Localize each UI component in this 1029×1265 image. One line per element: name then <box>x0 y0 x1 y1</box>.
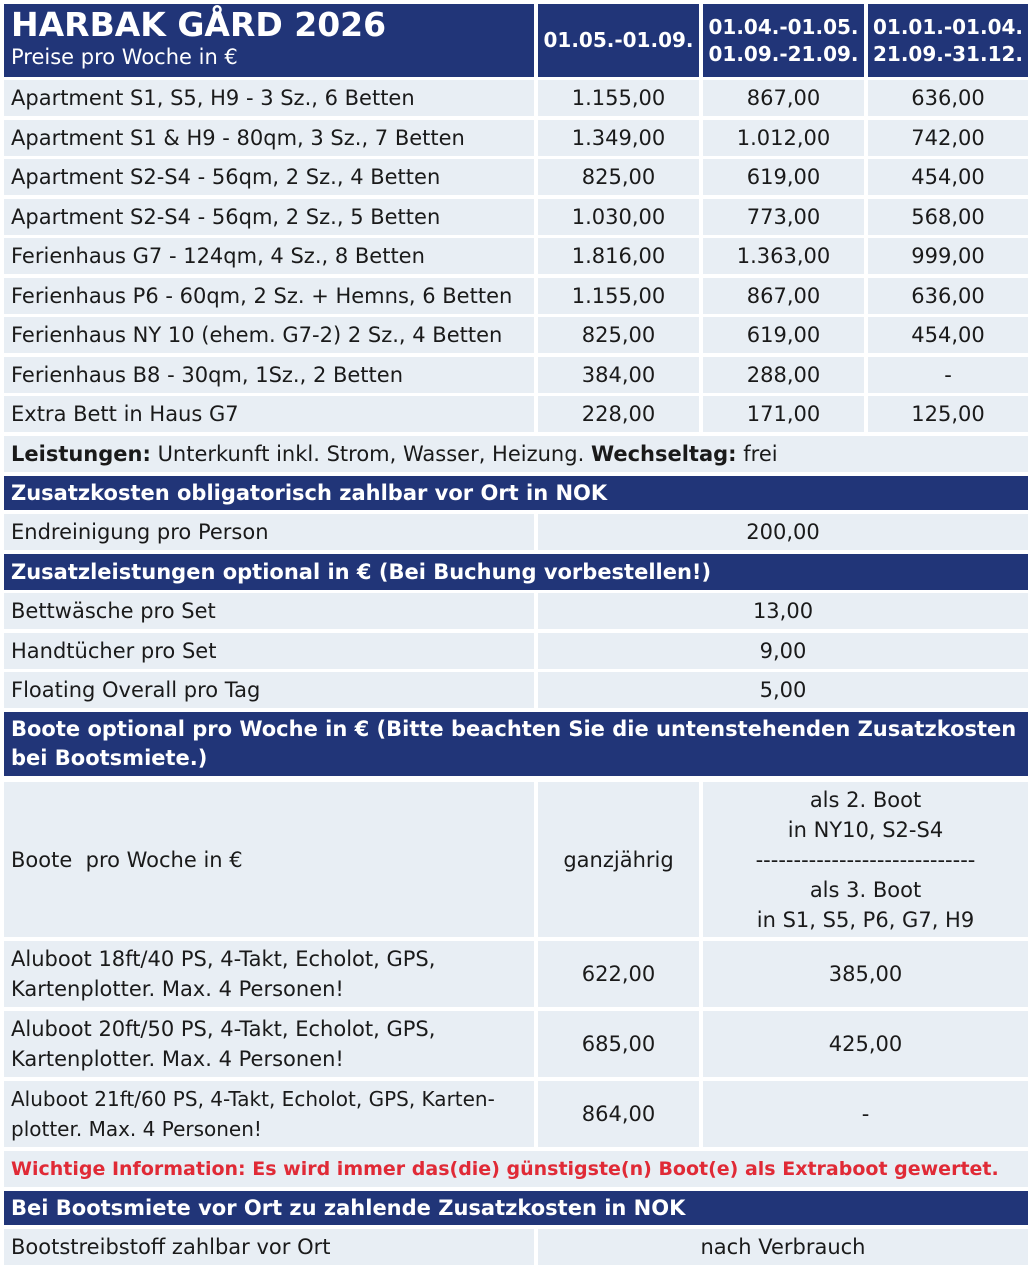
optional-item-name: Handtücher pro Set <box>4 633 534 669</box>
unit-price-1: 1.030,00 <box>538 199 699 235</box>
mandatory-item-price: 200,00 <box>538 514 1028 550</box>
boat-name-line2: plotter. Max. 4 Personen! <box>11 1117 262 1141</box>
boat-extra-price: 385,00 <box>703 941 1028 1007</box>
season-header-1 <box>538 4 699 77</box>
unit-name: Apartment S2-S4 - 56qm, 2 Sz., 4 Betten <box>4 159 534 195</box>
boat-price: 685,00 <box>538 1011 699 1077</box>
unit-price-1: 1.155,00 <box>538 80 699 116</box>
optional-item-price: 9,00 <box>538 633 1028 669</box>
mandatory-item-name: Endreinigung pro Person <box>4 514 534 550</box>
unit-price-1: 1.155,00 <box>538 278 699 314</box>
unit-name: Ferienhaus NY 10 (ehem. G7-2) 2 Sz., 4 Betten <box>4 317 534 353</box>
unit-price-2: 619,00 <box>703 159 864 195</box>
changeover-label: Wechseltag: <box>590 442 737 466</box>
optional-item-name: Bettwäsche pro Set <box>4 593 534 629</box>
boats-col-year: ganzjährig <box>538 782 699 937</box>
boat-name-line1: Aluboot 21ft/60 PS, 4-Takt, Echolot, GPS, Karten- <box>11 1087 495 1111</box>
warning-text: Wichtige Information: Es wird immer das(die) günstigste(n) Boot(e) als Extraboot gewertet. <box>4 1151 1028 1187</box>
boat-name-line1: Aluboot 20ft/50 PS, 4-Takt, Echolot, GPS, <box>11 1017 436 1041</box>
unit-price-2: 619,00 <box>703 317 864 353</box>
boats-heading: Boote optional pro Woche in € (Bitte beachten Sie die untenstehenden Zusatzkosten bei Bootsmiete.) <box>4 712 1028 776</box>
unit-price-3: 636,00 <box>868 278 1028 314</box>
unit-price-1: 1.349,00 <box>538 120 699 156</box>
boat-name-line2: Kartenplotter. Max. 4 Personen! <box>11 1047 344 1071</box>
boat-name <box>4 1011 534 1077</box>
season-2-line1: 01.04.-01.05. <box>708 14 859 39</box>
boat-extra-price: - <box>703 1081 1028 1147</box>
unit-price-3: 568,00 <box>868 199 1028 235</box>
extra-boat-2-units: in NY10, S2-S4 <box>787 817 944 842</box>
boat-name <box>4 941 534 1007</box>
unit-price-1: 384,00 <box>538 357 699 393</box>
boat-name-line1: Aluboot 18ft/40 PS, 4-Takt, Echolot, GPS, <box>11 947 436 971</box>
boat-costs-item-price: nach Verbrauch <box>538 1229 1028 1265</box>
optional-item-price: 13,00 <box>538 593 1028 629</box>
boat-costs-item-name: Bootstreibstoff zahlbar vor Ort <box>4 1229 534 1265</box>
unit-price-3: 125,00 <box>868 396 1028 432</box>
changeover-text: frei <box>736 442 778 466</box>
extra-boat-3-units: in S1, S5, P6, G7, H9 <box>756 907 975 932</box>
unit-price-3: 636,00 <box>868 80 1028 116</box>
unit-price-3: 454,00 <box>868 159 1028 195</box>
page-title: HARBAK GÅRD 2026 <box>11 5 387 44</box>
boats-col-label: Boote pro Woche in € <box>4 782 534 937</box>
unit-price-1: 825,00 <box>538 159 699 195</box>
services-text: Unterkunft inkl. Strom, Wasser, Heizung. <box>150 442 591 466</box>
unit-price-2: 867,00 <box>703 80 864 116</box>
unit-price-1: 825,00 <box>538 317 699 353</box>
mandatory-heading: Zusatzkosten obligatorisch zahlbar vor Ort in NOK <box>4 476 1028 510</box>
unit-price-3: 999,00 <box>868 238 1028 274</box>
unit-name: Apartment S2-S4 - 56qm, 2 Sz., 5 Betten <box>4 199 534 235</box>
unit-name: Ferienhaus P6 - 60qm, 2 Sz. + Hemns, 6 Betten <box>4 278 534 314</box>
unit-price-3: 454,00 <box>868 317 1028 353</box>
optional-heading: Zusatzleistungen optional in € (Bei Buchung vorbestellen!) <box>4 554 1028 590</box>
unit-price-1: 1.816,00 <box>538 238 699 274</box>
unit-name: Apartment S1, S5, H9 - 3 Sz., 6 Betten <box>4 80 534 116</box>
unit-price-3: - <box>868 357 1028 393</box>
extra-separator: ----------------------------- <box>755 847 976 872</box>
season-3-line2: 21.09.-31.12. <box>872 41 1024 66</box>
boat-name-line2: Kartenplotter. Max. 4 Personen! <box>11 977 344 1001</box>
unit-name: Apartment S1 & H9 - 80qm, 3 Sz., 7 Betten <box>4 120 534 156</box>
unit-price-2: 773,00 <box>703 199 864 235</box>
unit-price-2: 867,00 <box>703 278 864 314</box>
unit-price-2: 1.012,00 <box>703 120 864 156</box>
boat-price: 864,00 <box>538 1081 699 1147</box>
optional-item-price: 5,00 <box>538 672 1028 708</box>
unit-name: Ferienhaus B8 - 30qm, 1Sz., 2 Betten <box>4 357 534 393</box>
season-3-line1: 01.01.-01.04. <box>872 14 1024 39</box>
page-subtitle: Preise pro Woche in € <box>11 45 238 69</box>
boat-name <box>4 1081 534 1147</box>
services-label: Leistungen: <box>11 442 151 466</box>
boat-costs-heading: Bei Bootsmiete vor Ort zu zahlende Zusatzkosten in NOK <box>4 1191 1028 1225</box>
extra-boat-3-label: als 3. Boot <box>809 877 922 902</box>
unit-price-2: 288,00 <box>703 357 864 393</box>
season-header-2 <box>703 4 864 77</box>
unit-name: Ferienhaus G7 - 124qm, 4 Sz., 8 Betten <box>4 238 534 274</box>
unit-name: Extra Bett in Haus G7 <box>4 396 534 432</box>
unit-price-3: 742,00 <box>868 120 1028 156</box>
season-header-3 <box>868 4 1028 77</box>
title-cell <box>4 4 534 77</box>
unit-price-2: 171,00 <box>703 396 864 432</box>
boats-col-extra <box>703 782 1028 937</box>
services-row <box>4 436 1028 472</box>
optional-item-name: Floating Overall pro Tag <box>4 672 534 708</box>
season-2-line2: 01.09.-21.09. <box>708 41 859 66</box>
season-1-line1: 01.05.-01.09. <box>543 28 694 52</box>
unit-price-2: 1.363,00 <box>703 238 864 274</box>
boat-extra-price: 425,00 <box>703 1011 1028 1077</box>
extra-boat-2-label: als 2. Boot <box>809 787 922 812</box>
boat-price: 622,00 <box>538 941 699 1007</box>
unit-price-1: 228,00 <box>538 396 699 432</box>
